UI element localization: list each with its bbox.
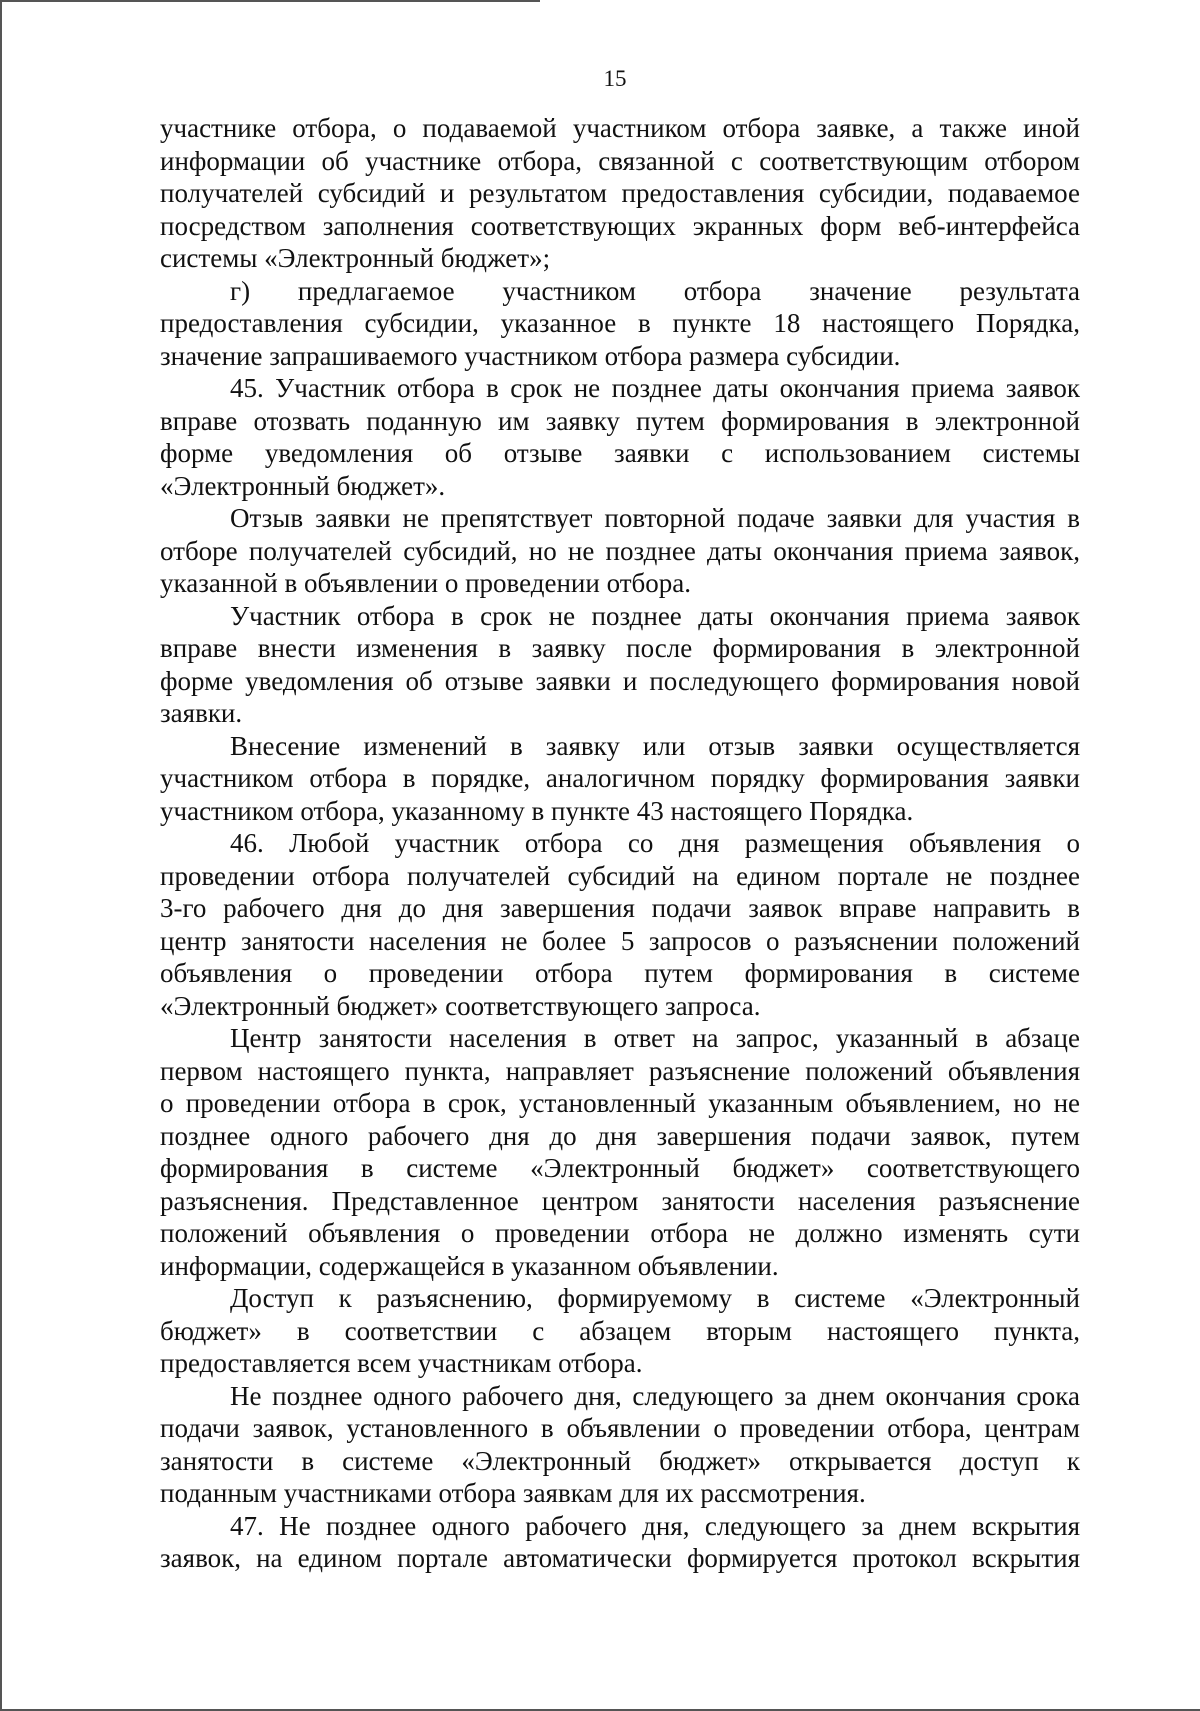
text-line: положений объявления о проведении отбора не должно изменять сути (160, 1218, 1080, 1248)
text-line: информации об участнике отбора, связанной с соответствующим отбором (160, 145, 1080, 176)
text-line: участнике отбора, о подаваемой участником отбора заявке, а также иной (160, 113, 1080, 143)
text-line: разъяснения. Представленное центром занятости населения разъяснение (160, 1185, 1080, 1216)
text-line: первом настоящего пункта, направляет разъяснение положений объявления (160, 1055, 1080, 1086)
text-line: Доступ к разъяснению, формируемому в системе «Электронный (230, 1283, 1080, 1313)
text-line: значение запрашиваемого участником отбора размера субсидии. (160, 340, 901, 371)
text-line: системы «Электронный бюджет»; (160, 243, 551, 273)
text-line: посредством заполнения соответствующих экранных форм веб-интерфейса (160, 210, 1080, 241)
text-line: подачи заявок, установленного в объявлении о проведении отбора, центрам (160, 1413, 1080, 1443)
text-line: 46. Любой участник отбора со дня размещения объявления о (230, 828, 1080, 858)
text-line: форме уведомления об отзыве заявки с использованием системы (160, 438, 1080, 468)
text-line: получателей субсидий и результатом предоставления субсидии, подаваемое (160, 178, 1080, 208)
text-line: 3-го рабочего дня до дня завершения подачи заявок вправе направить в (160, 893, 1080, 923)
text-line: «Электронный бюджет» соответствующего запроса. (160, 990, 761, 1021)
document-body (160, 112, 1080, 1575)
text-line: поданным участниками отбора заявкам для их рассмотрения. (160, 1478, 866, 1508)
text-line: позднее одного рабочего дня до дня завершения подачи заявок, путем (160, 1120, 1080, 1151)
text-line: г) предлагаемое участником отбора значение результата (230, 275, 1080, 306)
text-line: заявки. (160, 698, 243, 728)
text-line: указанной в объявлении о проведении отбора. (160, 568, 691, 598)
scan-edge-left (0, 0, 2, 1711)
text-line: Отзыв заявки не препятствует повторной подаче заявки для участия в (230, 503, 1080, 533)
text-line: бюджет» в соответствии с абзацем вторым настоящего пункта, (160, 1315, 1080, 1346)
text-line: форме уведомления об отзыве заявки и последующего формирования новой (160, 665, 1080, 696)
page-number: 15 (603, 66, 627, 91)
text-line: формирования в системе «Электронный бюджет» соответствующего (160, 1153, 1080, 1183)
text-line: 45. Участник отбора в срок не позднее даты окончания приема заявок (230, 373, 1080, 403)
text-line: Внесение изменений в заявку или отзыв заявки осуществляется (230, 730, 1080, 761)
scan-edge-top (0, 0, 540, 2)
text-line: занятости в системе «Электронный бюджет» открывается доступ к (160, 1445, 1080, 1476)
text-line: информации, содержащейся в указанном объявлении. (160, 1250, 779, 1281)
text-line: объявления о проведении отбора путем формирования в системе (160, 958, 1080, 988)
text-line: «Электронный бюджет». (160, 470, 446, 501)
text-line: участником отбора, указанному в пункте 43 настоящего Порядка. (160, 795, 914, 826)
text-line: предоставления субсидии, указанное в пункте 18 настоящего Порядка, (160, 308, 1080, 338)
text-line: Центр занятости населения в ответ на запрос, указанный в абзаце (230, 1023, 1080, 1053)
text-line: участником отбора в порядке, аналогичном порядку формирования заявки (160, 763, 1080, 793)
text-line: центр занятости населения не более 5 запросов о разъяснении положений (160, 925, 1080, 956)
text-line: Не позднее одного рабочего дня, следующего за днем окончания срока (230, 1380, 1080, 1411)
text-line: Участник отбора в срок не позднее даты окончания приема заявок (230, 600, 1080, 631)
text-line: отборе получателей субсидий, но не позднее даты окончания приема заявок, (160, 535, 1080, 566)
text-line: проведении отбора получателей субсидий на едином портале не позднее (160, 860, 1080, 891)
text-line: о проведении отбора в срок, установленный указанным объявлением, но не (160, 1088, 1080, 1118)
text-line: 47. Не позднее одного рабочего дня, следующего за днем вскрытия (230, 1510, 1080, 1541)
text-line: заявок, на едином портале автоматически формируется протокол вскрытия (160, 1543, 1080, 1573)
text-line: вправе внести изменения в заявку после формирования в электронной (160, 633, 1080, 663)
text-line: вправе отозвать поданную им заявку путем формирования в электронной (160, 405, 1080, 436)
text-line: предоставляется всем участникам отбора. (160, 1348, 643, 1378)
